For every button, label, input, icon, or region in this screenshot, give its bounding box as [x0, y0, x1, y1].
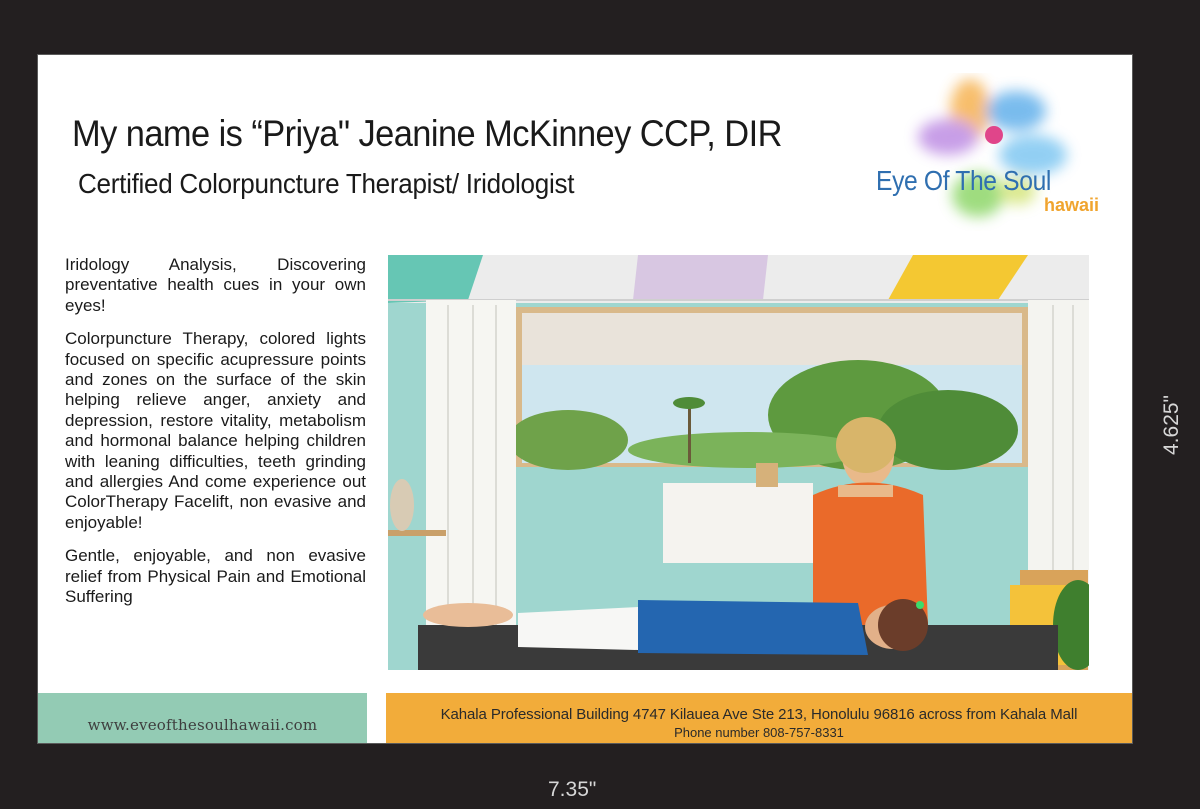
address-text: Kahala Professional Building 4747 Kilauea Ave Ste 213, Honolulu 96816 across from Kahala Mall	[440, 706, 1078, 723]
website-link[interactable]: www.eveofthesoulhawaii.com	[87, 716, 318, 734]
logo-name: Eye Of The Soul	[876, 165, 1052, 196]
phone-text: Phone number 808-757-8331	[674, 725, 844, 740]
address-bar	[386, 693, 1132, 743]
therapy-room-photo	[388, 255, 1089, 670]
height-dimension: 4.625"	[1160, 394, 1183, 455]
eye-of-the-soul-logo	[868, 73, 1098, 233]
website-bar	[38, 693, 367, 743]
logo-sub: hawaii	[1044, 195, 1100, 215]
card-subtitle: Certified Colorpuncture Therapist/ Iridologist	[78, 168, 575, 199]
paragraph-iridology: Iridology Analysis, Discovering preventative health cues in your own eyes!	[65, 255, 366, 315]
business-card	[38, 55, 1132, 743]
width-dimension: 7.35"	[548, 778, 597, 801]
paragraph-colorpuncture: Colorpuncture Therapy, colored lights focused on specific acupressure points and zones on the surface of the skin helping relieve anger, anxiety and depression, restore vitality, metabolism and hormonal balance helping children with leaning difficulties, teeth grinding and allergies And come experience out ColorTherapy Facelift, non evasive and enjoyable!	[65, 329, 366, 532]
paragraph-relief: Gentle, enjoyable, and non evasive relief from Physical Pain and Emotional Suffering	[65, 546, 366, 607]
card-title: My name is “Priya" Jeanine McKinney CCP, DIR	[72, 113, 782, 154]
services-description	[65, 255, 366, 621]
